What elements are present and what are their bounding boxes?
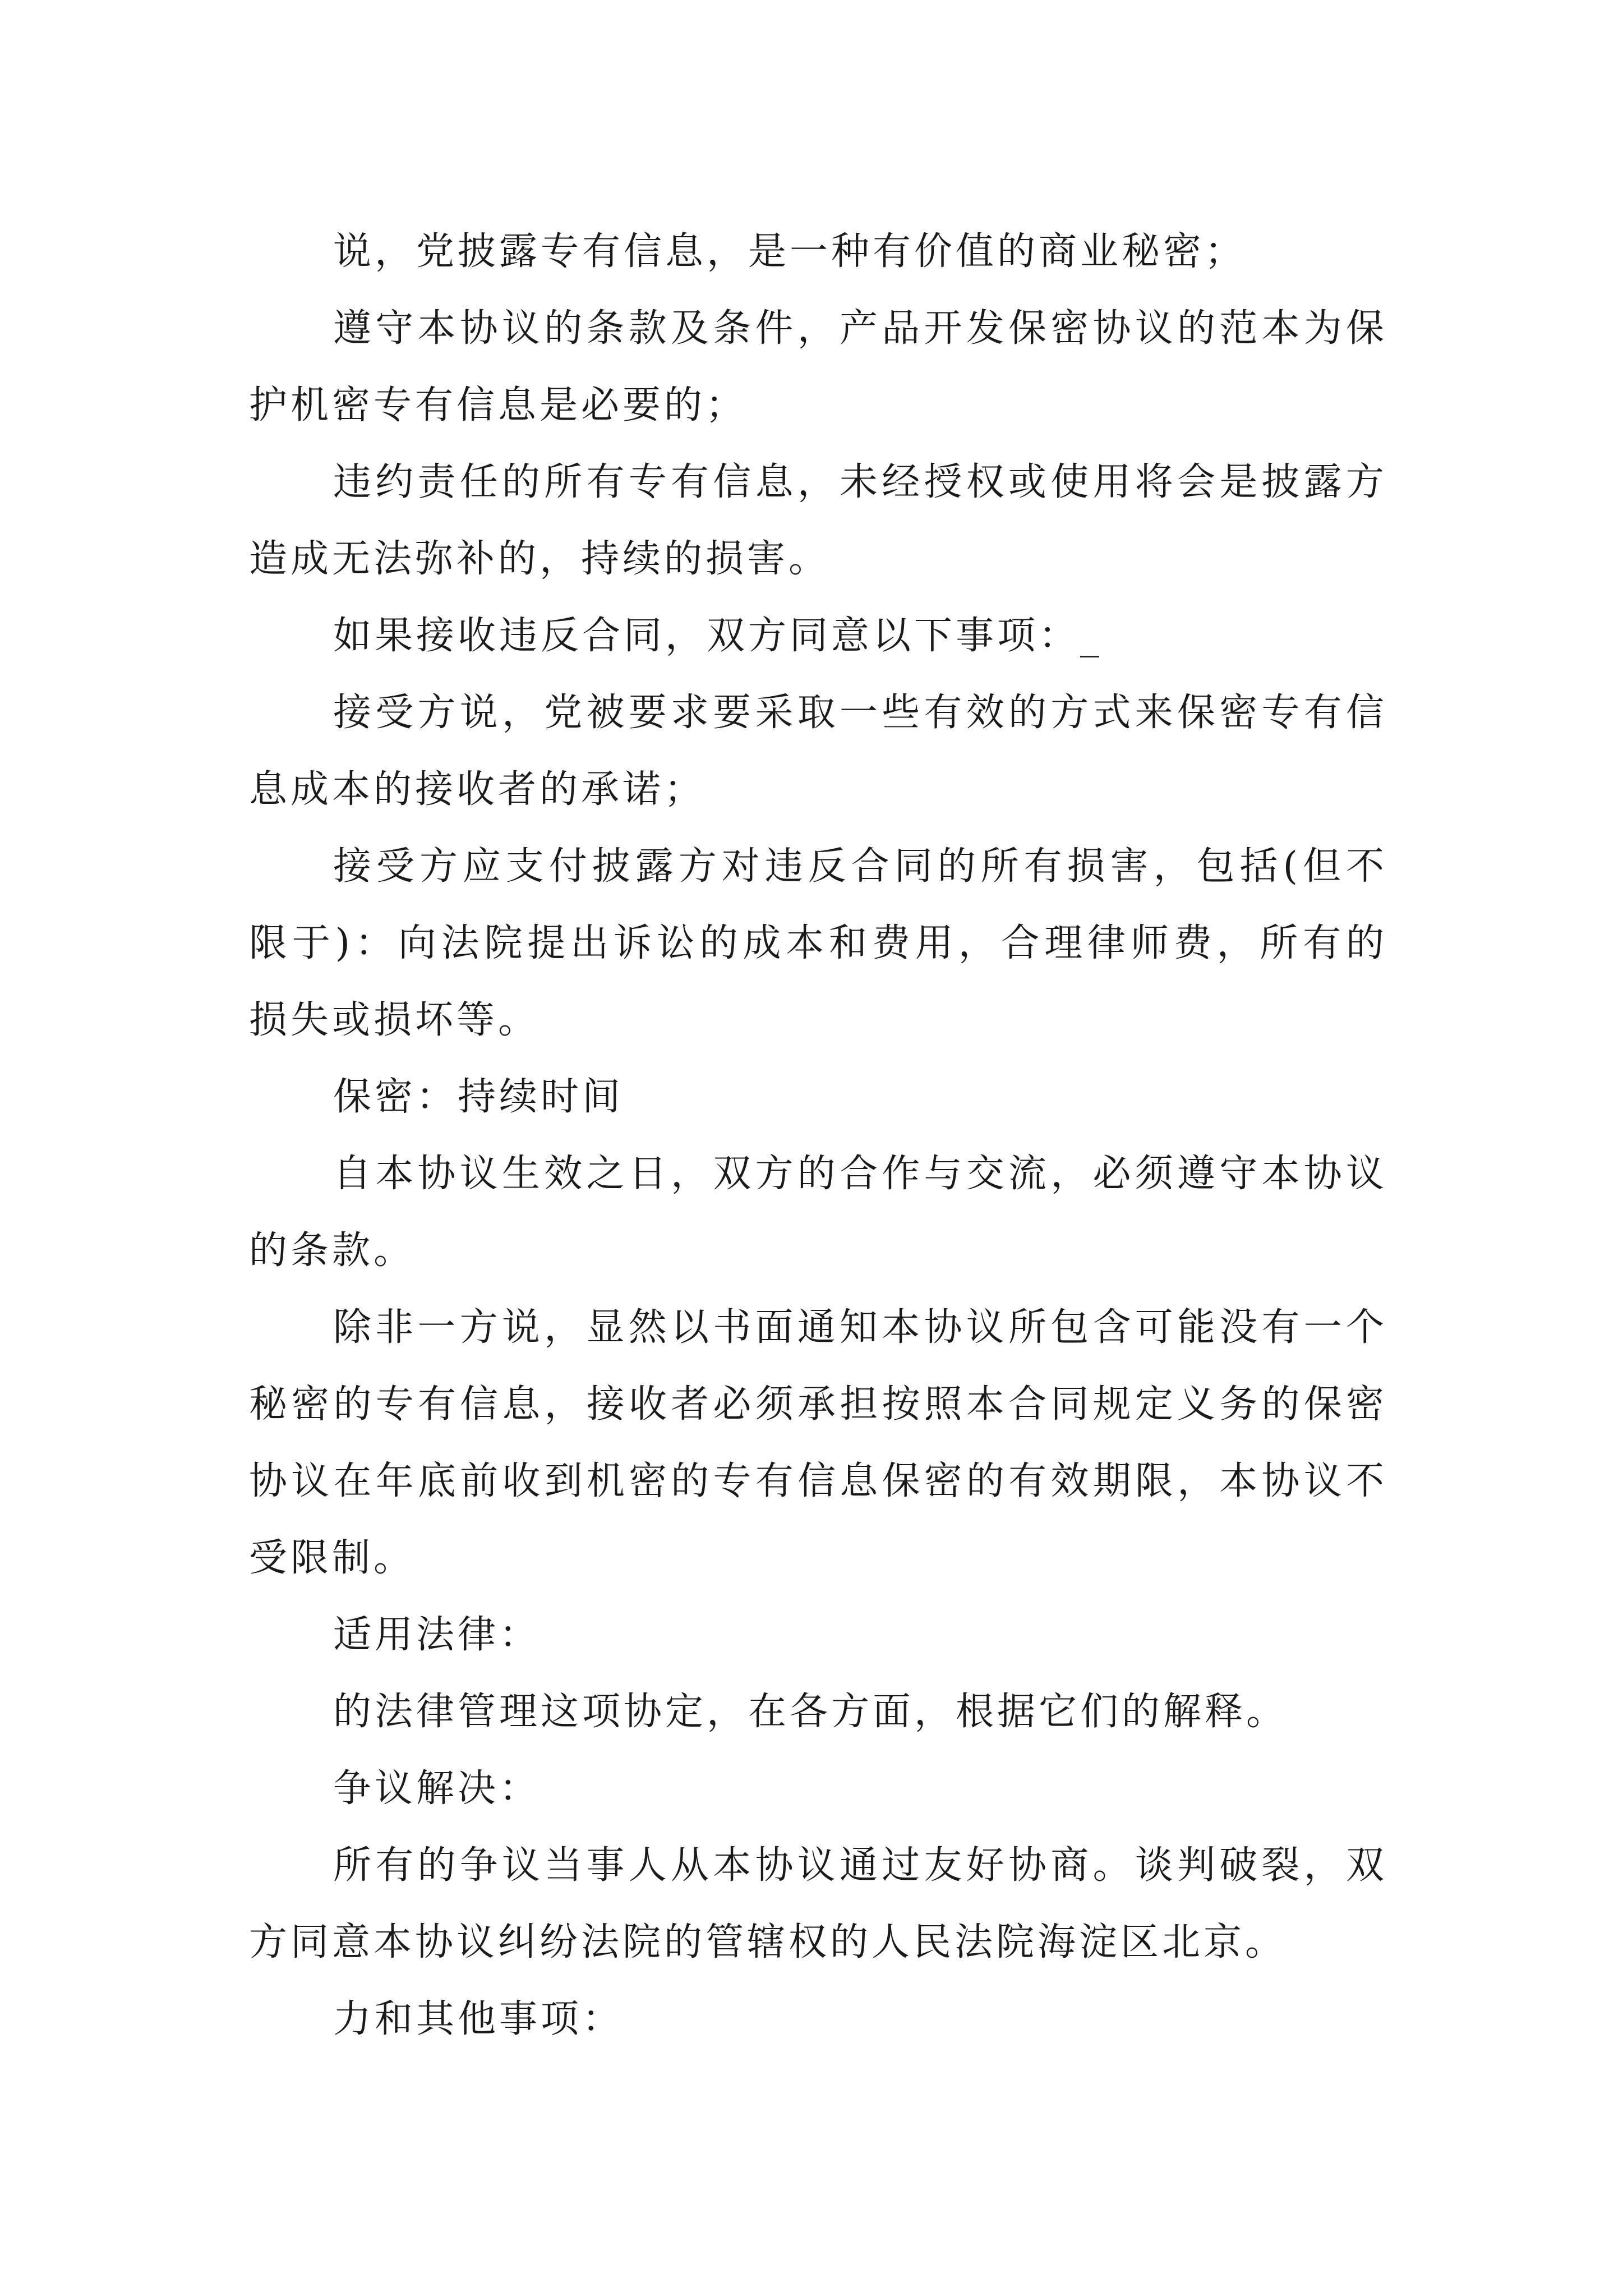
paragraph: 力和其他事项： [333, 1997, 624, 2041]
paragraph: 接受方说，党被要求要采取一些有效的方式来保密专有信息成本的接收者的承诺； [249, 691, 1387, 812]
paragraph: 除非一方说，显然以书面通知本协议所包含可能没有一个秘密的专有信息，接收者必须承担按照本合同规定义务的保密协议在年底前收到机密的专有信息保密的有效期限，本协议不受限制。 [249, 1305, 1387, 1580]
paragraph: 违约责任的所有专有信息，未经授权或使用将会是披露方造成无法弥补的，持续的损害。 [249, 460, 1387, 581]
paragraph: 保密：持续时间 [333, 1075, 624, 1119]
paragraph: 如果接收违反合同，双方同意以下事项：_ [333, 614, 1103, 658]
paragraph: 争议解决： [333, 1766, 541, 1811]
paragraph: 自本协议生效之日，双方的合作与交流，必须遵守本协议的条款。 [249, 1152, 1387, 1273]
paragraph: 说，党披露专有信息，是一种有价值的商业秘密； [333, 229, 1247, 274]
paragraph: 所有的争议当事人从本协议通过友好协商。谈判破裂，双方同意本协议纠纷法院的管辖权的人民法院海淀区北京。 [249, 1843, 1387, 1964]
paragraph: 适用法律： [333, 1613, 541, 1657]
paragraph: 接受方应支付披露方对违反合同的所有损害，包括(但不限于)：向法院提出诉讼的成本和费用，合理律师费，所有的损失或损坏等。 [249, 844, 1387, 1042]
document-body [249, 213, 1387, 2058]
paragraph: 的法律管理这项协定，在各方面，根据它们的解释。 [333, 1690, 1288, 1734]
paragraph: 遵守本协议的条款及条件，产品开发保密协议的范本为保护机密专有信息是必要的； [249, 306, 1387, 427]
